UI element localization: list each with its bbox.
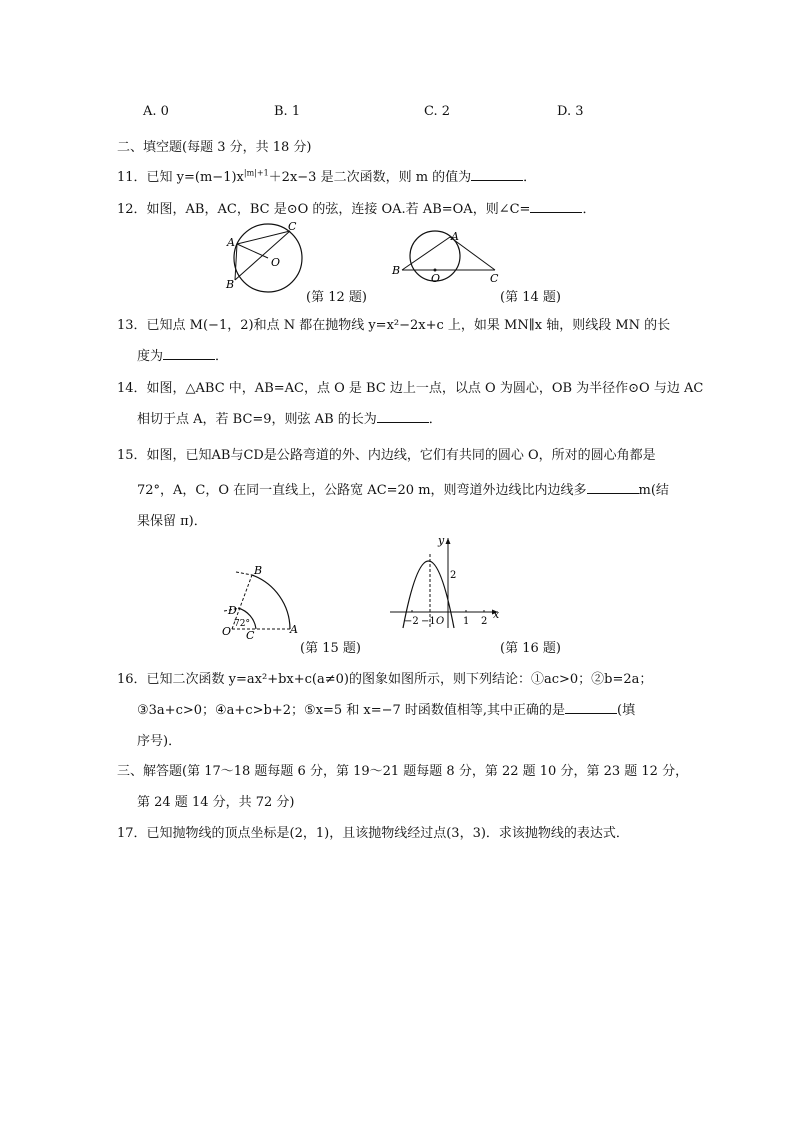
question-13-line-1: 13．已知点 M(−1，2)和点 N 都在抛物线 y=x²−2x+c 上，如果 MN∥x 轴，则线段 MN 的长 (117, 318, 671, 333)
fig16-y-intercept-label: 2 (450, 570, 457, 581)
fig12-radius-oa (237, 244, 268, 258)
question-16-line-3: 序号)． (137, 734, 182, 749)
fig16-origin-label: O (436, 616, 445, 627)
fig15-angle-label: 72° (234, 619, 250, 629)
question-15-line-1: 15．如图，已知AB与CD是公路弯道的外、内边线，它们有共同的圆心 O，所对的圆心角都是 (117, 448, 656, 463)
q14-text-c: ． (428, 412, 442, 427)
fig12-label-c: C (288, 220, 297, 233)
section-2-heading: 二、填空题(每题 3 分，共 18 分) (117, 140, 312, 155)
fig14-line-ab (402, 237, 450, 270)
q13-text-a: 度为 (137, 349, 164, 364)
question-13-line-2 (137, 345, 228, 364)
figure-16 (388, 534, 502, 630)
question-16-line-1: 16．已知二次函数 y=ax²+bx+c(a≠0)的图象如图所示，则下列结论：①ac>0；②b=2a； (117, 672, 653, 687)
section-3-heading-line-1: 三、解答题(第 17～18 题每题 6 分，第 19～21 题每题 8 分，第 22 题 10 分，第 23 题 12 分， (117, 764, 689, 779)
fig15-label-a: A (290, 623, 298, 636)
q11-text-a: 11．已知 y=(m−1)x (117, 170, 244, 185)
fig12-label-o: O (271, 256, 281, 269)
fig14-label-c: C (490, 272, 499, 284)
question-14-line-1: 14．如图，△ABC 中，AB=AC，点 O 是 BC 边上一点，以点 O 为圆心，OB 为半径作⊙O 与边 AC (117, 381, 704, 396)
q11-exponent: |m|+1 (243, 168, 269, 178)
q13-text-c: ． (215, 349, 229, 364)
fig15-caption: (第 15 题) (300, 641, 361, 656)
fig12-caption: (第 12 题) (306, 290, 367, 305)
figure-15 (220, 562, 310, 642)
q12-text-c: ． (582, 202, 596, 217)
fig12-label-a: A (227, 236, 235, 249)
fig14-label-b: B (392, 264, 401, 277)
question-17: 17．已知抛物线的顶点坐标是(2，1)，且该抛物线经过点(3，3)．求该抛物线的表达式． (117, 826, 629, 841)
question-11 (117, 166, 536, 185)
section-3-heading-line-2: 第 24 题 14 分，共 72 分) (137, 795, 295, 810)
answer-blank[interactable] (587, 483, 639, 494)
question-15-line-2 (137, 479, 669, 498)
answer-blank[interactable] (377, 412, 429, 423)
fig12-label-b: B (226, 278, 235, 291)
fig16-tick-label-2: 2 (481, 616, 488, 627)
fig16-tick-label-1: 1 (463, 616, 470, 627)
answer-blank[interactable] (565, 703, 617, 714)
fig16-tick-label-m2: −2 (404, 616, 419, 627)
q15-text-a: 72°，A，C，O 在同一直线上，公路宽 AC=20 m，则弯道外边线比内边线多 (137, 483, 587, 498)
option-c: C. 2 (424, 104, 451, 119)
fig15-label-o: O (222, 625, 232, 638)
fig14-label-o: O (431, 272, 441, 284)
fig16-label-x: x (493, 608, 500, 621)
q11-text-c: ． (523, 170, 537, 185)
fig15-dash-ob-ext (236, 572, 252, 575)
figure-14 (390, 226, 510, 284)
fig15-arc-ab (252, 575, 290, 629)
option-b: B. 1 (274, 104, 301, 119)
answer-blank[interactable] (163, 349, 215, 360)
question-16-line-2 (137, 699, 635, 718)
fig15-label-c: C (246, 629, 255, 642)
question-12 (117, 198, 595, 217)
answer-blank[interactable] (471, 170, 523, 181)
question-14-line-2 (137, 408, 442, 427)
option-d: D. 3 (557, 104, 584, 119)
option-a: A. 0 (143, 104, 169, 119)
answer-blank[interactable] (530, 202, 582, 213)
fig14-label-a: A (451, 230, 459, 243)
q16-text-c: (填 (617, 703, 636, 718)
fig16-caption: (第 16 题) (500, 641, 561, 656)
q16-text-a: ③3a+c>0；④a+c>b+2；⑤x=5 和 x=−7 时函数值相等,其中正确的是 (137, 703, 566, 718)
fig16-tick-label-m1: −1 (421, 616, 436, 627)
fig16-y-arrow (446, 538, 451, 544)
fig15-label-b: B (254, 564, 263, 577)
figure-12 (222, 218, 312, 298)
question-15-line-3: 果保留 π)． (137, 514, 207, 529)
fig14-caption: (第 14 题) (500, 290, 561, 305)
q14-text-a: 相切于点 A，若 BC=9，则弦 AB 的长为 (137, 412, 377, 427)
fig15-label-d: D (228, 604, 237, 617)
q11-text-b: ＋2x−3 是二次函数，则 m 的值为 (268, 170, 472, 185)
q12-text-a: 12．如图，AB，AC，BC 是⊙O 的弦，连接 OA.若 AB=OA，则∠C= (117, 202, 531, 217)
q15-text-c: m(结 (638, 483, 669, 498)
fig16-label-y: y (438, 534, 445, 547)
